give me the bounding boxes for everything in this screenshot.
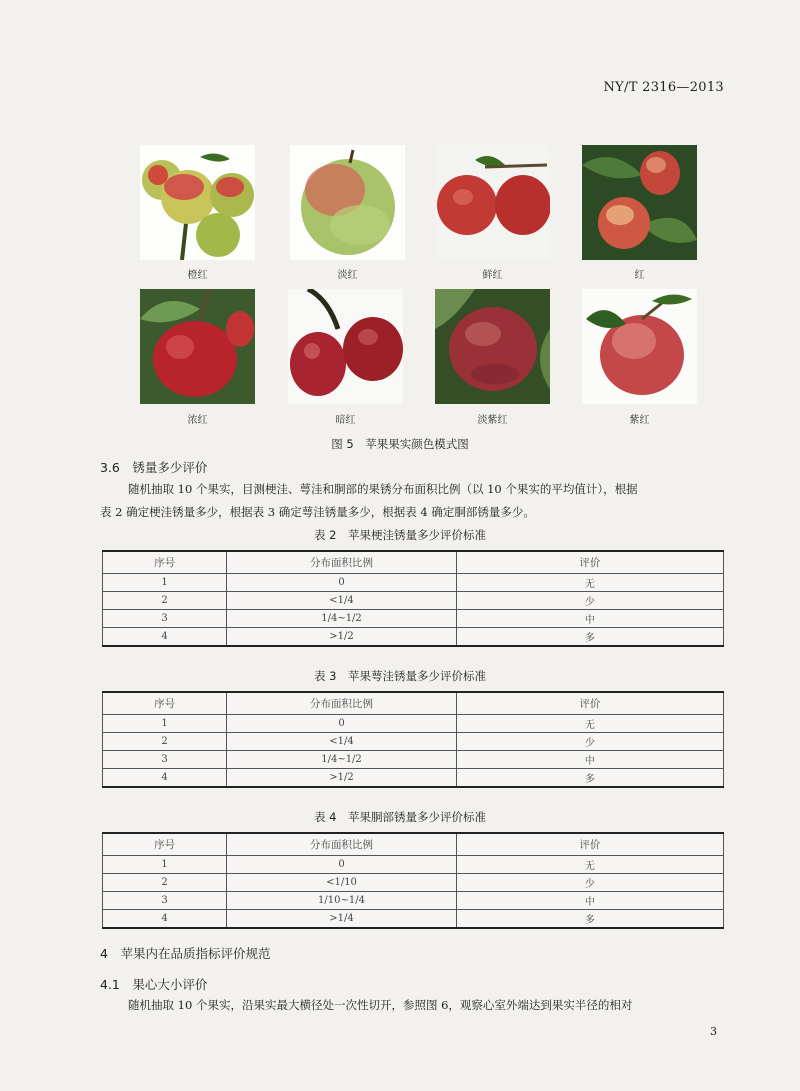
table-cell: 2 <box>103 592 227 610</box>
apple-photo-light-purple-red <box>435 289 550 404</box>
table-cell: 3 <box>103 610 227 628</box>
photo-label: 浓红 <box>187 415 208 426</box>
section-heading: 4 苹果内在品质指标评价规范 <box>100 946 271 961</box>
photo-label: 橙红 <box>187 270 208 281</box>
column-header: 分布面积比例 <box>227 551 457 574</box>
table-cell: 中 <box>456 610 723 628</box>
table-cell: 少 <box>456 733 723 751</box>
apple-photo-red <box>582 145 697 260</box>
apple-photo-dark-red <box>288 289 403 404</box>
table-row <box>103 715 724 733</box>
table-cell: >1/2 <box>227 769 457 788</box>
apple-photo-light-red <box>290 145 405 260</box>
section-paragraph-line: 随机抽取 10 个果实，目测梗洼、萼洼和胴部的果锈分布面积比例（以 10 个果实的平均值计），根据 <box>128 482 638 496</box>
figure-caption: 图 5 苹果果实颜色模式图 <box>331 437 469 451</box>
table-row <box>103 751 724 769</box>
table-row <box>103 856 724 874</box>
apple-photo-orange-red <box>140 145 255 260</box>
table-caption: 表 3 苹果萼洼锈量多少评价标准 <box>314 669 486 683</box>
table-cell: 4 <box>103 910 227 929</box>
apple-photo-purple-red <box>582 289 697 404</box>
table-cell: 少 <box>456 874 723 892</box>
table-row <box>103 892 724 910</box>
table-cell: <1/4 <box>227 592 457 610</box>
section-paragraph-line: 随机抽取 10 个果实，沿果实最大横径处一次性切开，参照图 6，观察心室外端达到果实半径的相对 <box>128 998 633 1012</box>
table-stem-cavity-russet <box>102 550 724 647</box>
section-heading: 4.1 果心大小评价 <box>100 977 208 992</box>
table-cell: 中 <box>456 751 723 769</box>
table-cell: 无 <box>456 574 723 592</box>
photo-label: 淡紫红 <box>477 415 508 426</box>
table-row <box>103 574 724 592</box>
table-cell: 3 <box>103 751 227 769</box>
table-cell: 3 <box>103 892 227 910</box>
section-paragraph-line: 表 2 确定梗洼锈量多少，根据表 3 确定萼洼锈量多少，根据表 4 确定胴部锈量多少。 <box>100 505 535 519</box>
page-number: 3 <box>710 1025 717 1038</box>
table-row <box>103 910 724 929</box>
column-header: 序号 <box>103 692 227 715</box>
table-row <box>103 769 724 788</box>
table-cell: 1/4~1/2 <box>227 751 457 769</box>
table-cell: 多 <box>456 628 723 647</box>
photo-label: 淡红 <box>337 270 358 281</box>
column-header: 序号 <box>103 551 227 574</box>
photo-label: 紫红 <box>629 415 650 426</box>
column-header: 分布面积比例 <box>227 833 457 856</box>
table-cell: 0 <box>227 856 457 874</box>
column-header: 评价 <box>456 692 723 715</box>
column-header: 序号 <box>103 833 227 856</box>
table-cell: <1/10 <box>227 874 457 892</box>
photo-label: 暗红 <box>335 415 356 426</box>
table-cell: 无 <box>456 856 723 874</box>
column-header: 分布面积比例 <box>227 692 457 715</box>
table-cell: 多 <box>456 910 723 929</box>
table-cell: 多 <box>456 769 723 788</box>
table-cell: 1/4~1/2 <box>227 610 457 628</box>
table-row <box>103 592 724 610</box>
table-cell: 2 <box>103 874 227 892</box>
table-row <box>103 610 724 628</box>
table-cell: <1/4 <box>227 733 457 751</box>
table-cell: 1 <box>103 856 227 874</box>
table-cell: 1 <box>103 715 227 733</box>
column-header: 评价 <box>456 833 723 856</box>
table-caption: 表 2 苹果梗洼锈量多少评价标准 <box>314 528 486 542</box>
table-cell: 4 <box>103 628 227 647</box>
table-cell: 1/10~1/4 <box>227 892 457 910</box>
standard-number: NY/T 2316—2013 <box>603 80 724 95</box>
table-cell: 0 <box>227 574 457 592</box>
table-row <box>103 733 724 751</box>
table-cell: >1/2 <box>227 628 457 647</box>
table-cell: 1 <box>103 574 227 592</box>
table-row <box>103 874 724 892</box>
table-cell: 少 <box>456 592 723 610</box>
column-header: 评价 <box>456 551 723 574</box>
table-cell: 中 <box>456 892 723 910</box>
apple-photo-deep-red <box>140 289 255 404</box>
table-caption: 表 4 苹果胴部锈量多少评价标准 <box>314 810 486 824</box>
table-row <box>103 628 724 647</box>
table-body-russet <box>102 832 724 929</box>
table-cell: 2 <box>103 733 227 751</box>
photo-label: 红 <box>634 270 645 281</box>
table-cell: >1/4 <box>227 910 457 929</box>
table-cell: 无 <box>456 715 723 733</box>
table-calyx-cavity-russet <box>102 691 724 788</box>
section-heading: 3.6 锈量多少评价 <box>100 460 208 475</box>
table-cell: 4 <box>103 769 227 788</box>
table-cell: 0 <box>227 715 457 733</box>
apple-photo-bright-red <box>435 145 550 260</box>
photo-label: 鲜红 <box>482 270 503 281</box>
